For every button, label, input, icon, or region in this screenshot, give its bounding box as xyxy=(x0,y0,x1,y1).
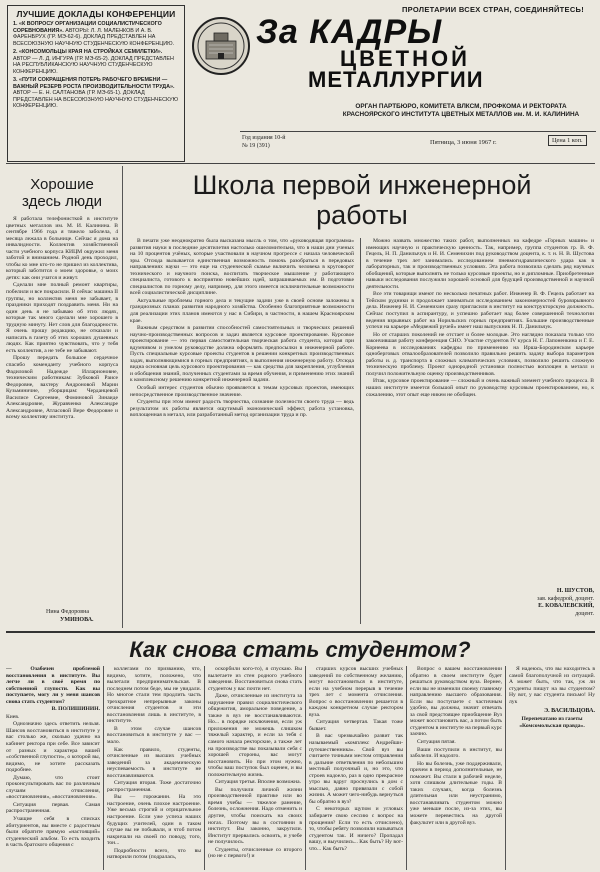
paragraph: Вы — горожанин. На это настроение, очень плохое настроение. Уже весьма строгий и отрицательное настроение. Если уже успеха наших будущих учителей, один в таком случае вы не побывали, и чтоб потом накричали на своей по поводу, того, тон... xyxy=(107,794,201,847)
left-article-signature-surname: УМИНОВА. xyxy=(60,617,94,623)
paragraph: Важным средством в развитии способностей самостоятельных и творческих решений научно-производственных вопросов и задач является курсовое проектирование. Курсовое проектирование — это первая самостоятельная творческая работа студента, которая при вдумчивом и умелом руководстве должна оформлять предпосылки в инженерной работе. Пусть специальные курсовые проекты студентов в решении конкретных производственных задач, выполняющимися в горных предприятиях, в выполнения инженерную работу. Отсюда видна основная цель курсового проектирования — как средства для закрепления, углубления и обобщения знаний, полученных студентами за время обучения, и применению этих знаний к комплексному решению конкретной инженерной задачи. xyxy=(130,325,354,384)
main-article-col-1 xyxy=(130,238,354,626)
issue-year: Год издания 10-й xyxy=(242,135,286,141)
paragraph: В этом случае шансов восстановиться в институте у вас — мало. xyxy=(107,725,201,746)
paragraph: Сделали мне полный ремонт квартиры, побелили и все покрасили. В сейчас машина II группы, но коллектив меня не забывает, в праздники приходят поздравить меня. Ни на один день я не забываю об этих людях, которые так много сделали мне хорошего в трудную минуту. Нет слов для благодарности. Я очень прошу редакцию, не отказали и написать в газету об этих хороших душевных людях. Как приятно чувствовать, что у тебя есть коллектив, а не тебе не забывают. xyxy=(6,282,118,354)
main-article-col-2 xyxy=(366,238,594,588)
top-rule xyxy=(6,163,595,164)
masthead-subtitle: ОРГАН ПАРТБЮРО, КОМИТЕТА ВЛКСМ, ПРОФКОМА И РЕКТОРАТА КРАСНОЯРСКОГО ИНСТИТУТА ЦВЕТНЫХ МЕТАЛЛОВ им. М. И. КАЛИНИНА xyxy=(342,103,580,118)
paragraph: Ситуация четвертая. Такая тоже бывает. xyxy=(309,719,403,732)
bottom-article-signature: Э. ВАСИЛЬЦОВА. xyxy=(544,708,595,715)
paragraph: Итак, курсовое проектирование — сложный и очень важный элемент учебного процесса. В наших институте имеется большой опыт по руководству курсовым проектированием, но, к сожалению, этот опыт еще никем не обобщен. xyxy=(366,378,594,398)
paragraph: Ситуация пятая. xyxy=(417,739,456,746)
paragraph: Подробности всего, что вы натворили потом (подралась, xyxy=(107,847,201,861)
paragraph: В вас чрезвычайно развит так называемый «комплекс Андрейши-путешественника». Свой вуз вы считаете точными местом отправления в дальние ответвления по небольшим местный полуочный и, но это, что строев надоело, раз в одно прекрасное утро вы вдруг проснулись в дом с мыслью, давно привязали с собой жизни. А может чего-нибудь вернуться бы обратно в вуз? xyxy=(309,733,403,805)
paragraph: оскорбили кого-то), я спускаю. Вы вылетаете из стен родного учебного заведения. Восстановиться снова стать студентом у вас почти нет. xyxy=(208,666,302,692)
masthead-slogan: ПРОЛЕТАРИИ ВСЕХ СТРАН, СОЕДИНЯЙТЕСЬ! xyxy=(401,5,585,14)
paragraph: Все эти товарищи имеют по несколько печатных работ. Инженер В. Ф. Гецель работает на Тейском рудники и продолжает заниматься исследованием закономерностей буровзрывного дела. Инженер Н. И. Семенихин сразу пригласили в институт на конструкторскую должность. Сейчас поступил в аспирантуру, и успешно работает над более совершенной технологии ведения взрывных работ на Норильских горных предприятиях. Большие производственные успехи на карьере «Медвежий ручей» имеет наш выпускник Н. П. Данильчук. xyxy=(366,291,594,331)
paragraph: Ситуация вторая. Тоже достаточно распространенная. xyxy=(107,780,201,793)
masthead-rule xyxy=(240,131,596,132)
issue-number: № 19 (391) xyxy=(242,143,270,149)
main-article xyxy=(128,168,596,628)
bottom-col-2 xyxy=(107,666,201,870)
reprint-note: Перепечатано из газеты «Комсомольская правда». xyxy=(519,716,585,729)
left-article-title-2: здесь люди xyxy=(22,193,102,210)
column-divider xyxy=(360,238,361,624)
author-1-name: Н. ШУСТОВ, xyxy=(556,588,594,594)
paragraph: старших курсов высших учебных заведений по собственному желанию, могут восстановиться в институте, если на учебном перерыв в течение трех лет с момента отчисления. Вопрос о восстановлении решается в каждом конкретном случае ректором вуза. xyxy=(309,666,403,718)
paragraph: Учащие себя в списках абитуриентов, вы вместе с радостным были обратите прямую «настоящий» студенческий альбом. То есть входить в часть братского общения с xyxy=(6,816,100,849)
paragraph: Вы получили личной жизни производственной практике или во время учебы — тяжелое ранение, болезнь, осложнения. Надо отменить и другие, чтобы поискать на своих ногах. Поэтому вы в состоянии в институт. Вы законно, закругили. Институт прервались освоить, и учебе не получилось. xyxy=(208,786,302,846)
paragraph: Ситуация первая. Самая распространенная. xyxy=(6,801,100,815)
column-divider xyxy=(305,666,306,870)
lead-question: — Озабочен проблемой восстановления в институте. Вы легче ли в своё время по собственной глупости. Как вы поступаете, могу ли у меня шансов снова стать студентом? xyxy=(6,666,100,705)
best-reports-list xyxy=(13,21,179,110)
column-divider xyxy=(204,666,205,870)
paragraph: Но вы болезнь, уже поддерживали, причем в период дополнительные, не поможет. Вы стали в рабочей неделе, хотя слишком длительные годы. В таких случаях, когда болезнь длительная или неустранимо, восстанавливать студентом можно уже меньше после, из-за этих, вы можете перевестись на другой факультет или в другой вуз. xyxy=(410,760,502,826)
bottom-col-4 xyxy=(309,666,403,870)
issue-date: Пятница, 3 июня 1967 г. xyxy=(430,139,497,146)
building-icon xyxy=(194,19,248,73)
masthead-title-top: За КАДРЫ xyxy=(256,13,443,51)
masthead-title-middle: ЦВЕТНОЙ xyxy=(340,46,470,71)
lead-city: Киев. xyxy=(6,713,20,720)
bottom-col-1 xyxy=(6,666,100,870)
author-2-role: доцент. xyxy=(575,610,594,617)
paragraph: Как правило, студенты, отчисленные из высших учебных заведений за академическую неуспеваемость в институте не восстанавливаются. xyxy=(107,746,201,779)
masthead-title-bottom: МЕТАЛЛУРГИИ xyxy=(308,67,484,92)
paragraph: Особый интерес студентов обычно проявляется к темам курсовых проектов, имеющих непосредственное производственное значение. xyxy=(130,385,354,398)
column-divider xyxy=(122,166,123,628)
column-divider xyxy=(505,666,506,870)
main-article-title-2: работы xyxy=(316,200,408,230)
bottom-col-6 xyxy=(509,666,595,870)
bottom-article-title: Как снова стать студентом? xyxy=(129,637,471,662)
report-item: 1. «К ВОПРОСУ ОРГАНИЗАЦИИ СОЦИАЛИСТИЧЕСКОГО СОРЕВНОВАНИЯ». АВТОРЫ: Л. Л. МАЛЕНКОВ И А. В. ФАРЕНБРУХ (ГР. МЭ-62-6). ДОКЛАД ПРЕДСТАВЛЕН НА ВСЕСОЮЗНУЮ НАУЧНУЮ СТУДЕНЧЕСКУЮ КОНФЕРЕНЦИЮ. xyxy=(13,21,175,47)
institute-logo xyxy=(192,17,250,75)
section-rule xyxy=(6,631,595,633)
paragraph: Я надеюсь, что вы находитесь в самой благополучной из ситуаций. А может быть, что так, уж ли студенты пишут на вы студентом? Ну вот, у вас студента письмо! Ну лук xyxy=(509,666,595,705)
masthead xyxy=(190,3,596,163)
paragraph: Я работала телефонисткой в институте цветных металлов им. М. И. Калинина. В сентябре 1966 года я тяжело заболела, 4 месяца лежала в больнице. Сейчас я дома на инвалидности. Коллектив хозяйственной части учебного корпуса КИЦМ окружил меня заботой и вниманием. Родной день проходил, чтобы ко мне кто-то не пришел из коллектива, который заботится о моем здоровье, о моих детях: как они учатся и живут. xyxy=(6,216,118,281)
left-article-title-1: Хорошие xyxy=(30,176,94,193)
paragraph: С некоторых щупом и угловых забираете свою сессию с вопрос на прощения? Если то есть отчислено), то, чтобы ребяту позволили называться студентом так. И ничего? Пропадал вашу, и выучились... Как быть? Ну вот-что... Как быть? xyxy=(309,806,403,852)
left-article-signature-name: Нина Федоровна xyxy=(46,609,90,615)
paragraph: Однозначно здесь ответить нельзя. Шансов восстановиться в институте у вас столько же, сколько удачно на кабинет ректора при себе. Все зависит от разных и характера вашей «собственной глупости», о которой вы, видимо, не хотите рассказать подробнее. xyxy=(6,721,100,774)
paragraph: Ваши поступили в институт, вы заболели. И надолго. xyxy=(410,746,502,760)
report-item: 2. «КОНСОМОЛЬЦЫ КРАЯ НА СТРОЙКАХ СЕМИЛЕТКИ». АВТОР — Л. Д. ИНГУРА (ГР. МЭ-65-2). ДОКЛАД ПРЕДСТАВЛЕН НА РЕСПУБЛИКАНСКУЮ НАУЧНУЮ СТУДЕНЧЕСКУЮ КОНФЕРЕНЦИЮ. xyxy=(13,49,174,75)
left-article-body xyxy=(6,216,118,604)
paragraph: Студенты при этом имеют радость творчества, сознание полезности своего труда — ведь результатом их работы является ощутимый экономический эффект, работа установка, воплощенная в металл, или разработанный метод организации труда и пр. xyxy=(130,399,354,419)
main-article-title-1: Школа первой инженерной xyxy=(192,170,532,200)
column-divider xyxy=(103,666,104,870)
paragraph: Но от старших поколений не отстает и более молодые. Это наглядно показала только что закончившая работу конференция СНО. Участие студентов IV курса Н. Г. Лапоненкина и Г. Е. Корнеева в исследованиях кафедры по применению на Ирша-Бородинском карьере одноберговых отвалообразователей позволило правильно решить задачу выбора параметров работы и. д. транспорта в сложных климатических условиях, позволило решить сложную техническую проблему. Проект однородной установки полностью воплощен в металл и получил положительную оценку производственников. xyxy=(366,331,594,377)
paragraph: Вопрос о вашем восстановлении обратно в своем институте будет решаться руководством вуза. Вернее, если вы не изменили своему главному направлению высшего образования. Если вы поступаете с частичным удобно, вы должны, значит отвечать за свой предстоящее приобщение Вуз может восстановить вас, а потом быть студентом в институте на первый курс заочно. xyxy=(410,666,502,738)
paragraph: В печати уже неоднократно была высказана мысль о том, что «руководящая программа» развития науки в последние десятилетия настолько ошеломительна, что в наши дни ученых на 10 процентов учёных, которые участвовали в научном прогрессе с начала человеческой эры. Отсюда вызывается единственная возможность помочь разобраться в передовых направлениях науки — это еще на студенческой скамье включить человека в круговорот технического и научного поиска, воспитать творческое мышление у работающего специалиста, готового к восприятию новейших идей, запрашиваемых им. В подготовке специалистов по горному делу, например, для этого имеется исключительные возможности всей социалистической дисциплине. xyxy=(130,238,354,297)
best-reports-title: ЛУЧШИЕ ДОКЛАДЫ КОНФЕРЕНЦИИ xyxy=(16,9,176,19)
author-1-role: зав. кафедрой, доцент. xyxy=(537,595,594,602)
left-article xyxy=(6,166,118,630)
lead-signature: В. ПОЛИШИНИН. xyxy=(51,706,100,713)
author-2-name: Е. КОВАЛЕВСКИЙ, xyxy=(538,603,594,609)
paragraph: Даже, отчисленные из института за нарушение правил социалистического общежития, аморальное поведение, а также в вуз не восстанавливаются. Но... в порядке исключения, если уж приложения не можешь слишком тяжелый характер, и если за тебя с самого начала ректорские, а также лет на производстве вы показывали себя с хорошей стороны, вас могут восстановить. Но при этом нужно, чтобы ваш поступок был оценен, и вы положительную жизнь. xyxy=(208,693,302,778)
paragraph: Ситуация третья. Вполне возможна. xyxy=(215,779,301,786)
report-item: 3. «ПУТИ СОКРАЩЕНИЯ ПОТЕРЬ РАБОЧЕГО ВРЕМЕНИ — ВАЖНЫЙ РЕЗЕРВ РОСТА ПРОИЗВОДИТЕЛЬНОСТИ ТРУДА». АВТОР — Е. Н. САЛТАНОВА (ГР. МЭ-65-1). ДОКЛАД ПРЕДСТАВЛЕН НА ВСЕСОЮЗНУЮ НАУЧНУЮ СТУДЕНЧЕСКУЮ КОНФЕРЕНЦИЮ. xyxy=(13,77,179,109)
bottom-col-3 xyxy=(208,666,302,870)
paragraph: коллегами по призванию, что, видимо, хотите, положено, что вылетали предпринимательская. В последнем потом беде, мы не увидали. Но многое стали тем продлить часть трехкратное непрерывные законы отчисления студентов и эти восстановления лишь в институте, в институте. xyxy=(107,666,201,725)
paragraph: Студенты, отчисленные со второго (но не с первого!) и xyxy=(208,846,302,860)
paragraph: Думаю, что стоит проконсультировать вас по различным случаям отчисления, «восстановления», «восстановления». xyxy=(6,774,100,801)
column-divider xyxy=(406,666,407,870)
paragraph: Прошу передать большое сердечное спасибо коменданту учебного корпуса Фадиловой Надежде Илларионовне, техническим работникам: Зубковой Раисе Федоровне, вахтеру Андроновой Марии Кузьминичне, уборщицам: Черданцевой Василисе Сергеевне, Фоминовой Зинаиде Александровне, Журавченко Александре Александровне, Атласовой Вере Федоровне и всему коллективу института. xyxy=(6,355,118,421)
bottom-col-5 xyxy=(410,666,502,870)
main-article-signatures xyxy=(428,588,594,618)
paragraph: Актуальные проблемы горного дела и текущие задачи уже в своей основе заложены в грандиозных планах развития народного хозяйства. Особенно благоприятные возможности для реализации этих планов имеются у нас в Сибири, в частности, в нашем Красноярском крае. xyxy=(130,297,354,324)
issue-price: Цена 1 коп. xyxy=(548,135,587,146)
paragraph: Можно назвать множество таких работ, выполненных на кафедре «Горных машин» и имеющих научную и практическую ценность. Так, например, группа студентов гр. В. Ф. Гецель, Н. П. Данилычук и Н. И. Семенихин под руководством доцента, к. т. н. Н. В. Шустова в течение трех лет занимались исследованием пневмогидравлического удара как в лабораторных, так и производственных условиях. Эта работа позволила сделать ряд научных обобщений, которые выполнять не только курсовые проекты, но и дипломные. Приобретенные навыки исследования послужили хорошей основой для будущей производственной и научной деятельности. xyxy=(366,238,594,290)
best-reports-box xyxy=(7,5,185,162)
